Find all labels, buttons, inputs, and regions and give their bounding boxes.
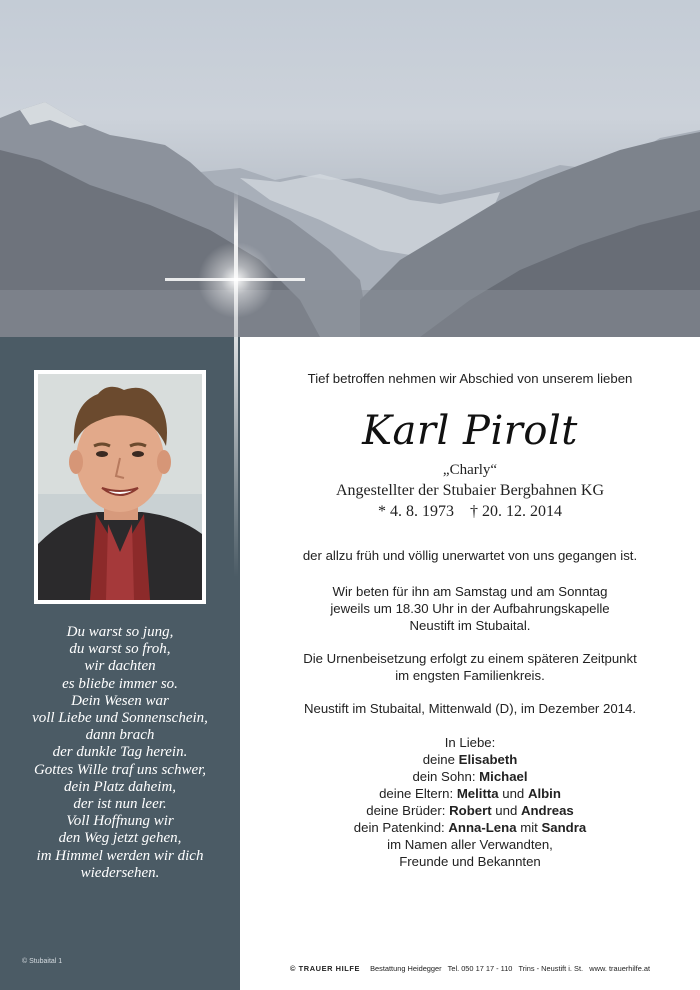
family-relatives: im Namen aller Verwandten, — [387, 837, 553, 852]
intro-text: Tief betroffen nehmen wir Abschied von unserem lieben — [307, 371, 633, 386]
photo-copyright: © Stubaital 1 — [22, 958, 63, 965]
portrait-photo — [34, 370, 206, 604]
poem-line: dein Platz daheim, — [63, 778, 177, 795]
poem-line: Voll Hoffnung wir — [66, 813, 174, 830]
poem-line: der dunkle Tag herein. — [52, 744, 188, 761]
deceased-name: Karl Pirolt — [362, 408, 578, 454]
footer-phone: Tel. 050 17 17 - 110 — [447, 964, 513, 973]
portrait-illustration — [38, 374, 202, 600]
poem-line: wir dachten — [84, 658, 156, 675]
family-wife: deine Elisabeth — [422, 752, 518, 767]
place-and-date: Neustift im Stubaital, Mittenwald (D), im Dezember 2014. — [303, 701, 636, 716]
family-godchild: dein Patenkind: Anna-Lena mit Sandra — [353, 820, 587, 835]
poem-line: Du warst so jung, — [66, 624, 174, 640]
footer-brand: © TRAUER HILFE — [289, 964, 361, 973]
prayer-line: Neustift im Stubaital. — [409, 618, 531, 633]
footer-company: Bestattung Heidegger — [370, 964, 442, 973]
poem-line: Gottes Wille traf uns schwer, — [33, 761, 207, 778]
mountain-landscape — [0, 0, 700, 337]
prayer-line: Wir beten für ihn am Samstag und am Sonntag — [332, 584, 608, 599]
poem-line: es bliebe immer so. — [62, 675, 178, 692]
cross-beam-extension — [232, 337, 240, 577]
family-friends: Freunde und Bekannten — [399, 854, 541, 869]
footer — [240, 964, 700, 973]
poem-line: den Weg jetzt gehen, — [58, 830, 182, 847]
family-parents: deine Eltern: Melitta und Albin — [379, 786, 561, 801]
memorial-poem — [0, 624, 240, 882]
urn-burial-announcement — [240, 650, 700, 684]
birth-date: * 4. 8. 1973 — [378, 503, 454, 520]
poem-line: wiedersehen. — [80, 864, 160, 881]
family-heading: In Liebe: — [444, 735, 496, 750]
footer-website[interactable]: www. trauerhilfe.at — [589, 964, 651, 973]
footer-locations: Trins - Neustift i. St. — [518, 964, 584, 973]
mountain-header-image — [0, 0, 700, 337]
passed-away-text: der allzu früh und völlig unerwartet von uns gegangen ist. — [302, 548, 638, 563]
poem-line: voll Liebe und Sonnenschein, — [32, 710, 208, 727]
family-son: dein Sohn: Michael — [412, 769, 528, 784]
prayer-announcement — [240, 583, 700, 634]
family-list — [240, 734, 700, 870]
family-brothers: deine Brüder: Robert und Andreas — [366, 803, 574, 818]
poem-line: im Himmel werden wir dich — [36, 847, 204, 864]
poem-line: Dein Wesen war — [71, 692, 169, 709]
life-dates — [240, 502, 700, 522]
death-date: † 20. 12. 2014 — [470, 503, 562, 520]
urn-line: Die Urnenbeisetzung erfolgt zu einem späteren Zeitpunkt — [303, 651, 637, 666]
deceased-occupation: Angestellter der Stubaier Bergbahnen KG — [335, 482, 605, 499]
poem-line: du warst so froh, — [69, 641, 171, 658]
deceased-nickname: „Charly“ — [442, 462, 498, 478]
prayer-line: jeweils um 18.30 Uhr in der Aufbahrungskapelle — [330, 601, 610, 616]
poem-line: dann brach — [85, 727, 155, 744]
poem-line: der ist nun leer. — [73, 796, 167, 813]
urn-line: im engsten Familienkreis. — [395, 668, 545, 683]
